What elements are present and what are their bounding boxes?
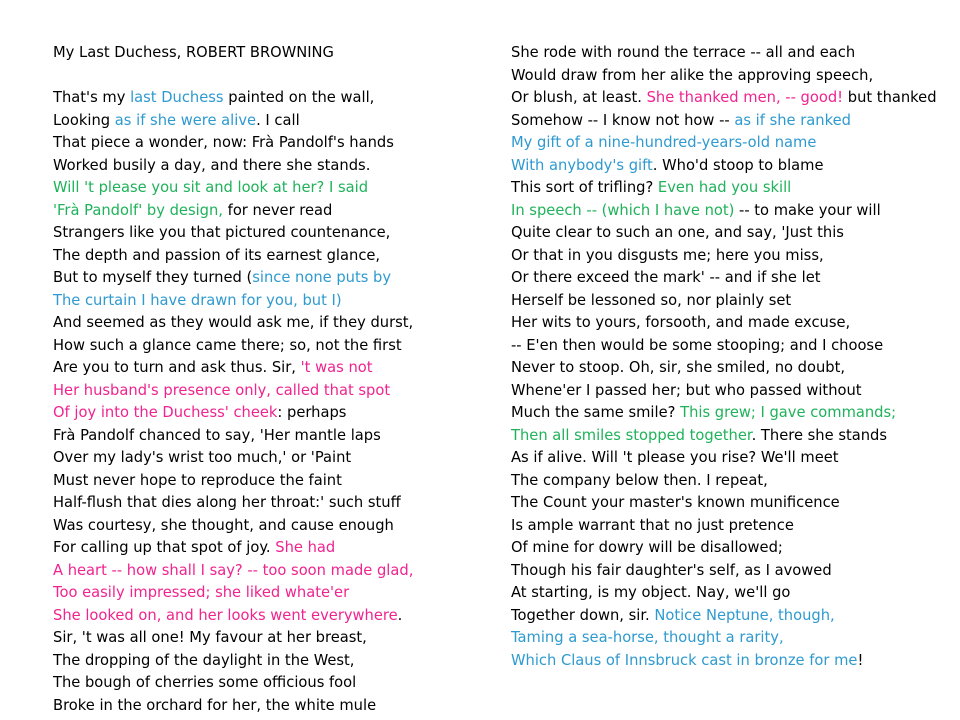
stanza-gap	[53, 65, 413, 88]
poem-line	[53, 335, 413, 358]
line-segment: !	[857, 651, 864, 669]
line-segment: But to myself they turned (	[53, 269, 253, 286]
line-segment: Too easily impressed; she liked whate'er	[53, 584, 350, 601]
line-segment: Are you to turn and ask thus. Sir,	[53, 359, 301, 376]
line-segment: -- to make your will	[734, 201, 881, 219]
poem-line	[511, 537, 937, 560]
line-segment: 't was not	[300, 359, 373, 376]
line-segment: Quite clear to such an one, and say, 'Just this	[511, 224, 844, 241]
line-segment: Or that in you disgusts me; here you miss,	[511, 246, 824, 264]
poem-line	[53, 177, 413, 200]
line-segment: as if she were alive	[114, 111, 257, 129]
poem-line	[511, 650, 937, 673]
poem-line	[53, 492, 413, 515]
line-segment: Or blush, at least.	[511, 89, 647, 106]
poem-line	[53, 380, 413, 403]
poem-left-column	[53, 42, 413, 717]
poem-line	[53, 110, 413, 133]
line-segment: Over my lady's wrist too much,' or 'Paint	[53, 449, 352, 466]
poem-line	[53, 357, 413, 380]
poem-line	[511, 605, 937, 628]
poem-line	[511, 470, 937, 493]
poem-line	[511, 627, 937, 650]
poem-line	[511, 245, 937, 268]
line-segment: Taming a sea-horse, thought a rarity,	[511, 629, 784, 646]
line-segment: Looking	[53, 111, 115, 129]
poem-line	[53, 627, 413, 650]
line-segment: last Duchess	[130, 89, 224, 106]
line-segment: As if alive. Will 't please you rise? We'll meet	[511, 449, 839, 466]
line-segment: Must never hope to reproduce the faint	[53, 471, 342, 489]
line-segment: The depth and passion of its earnest glance,	[53, 246, 381, 264]
line-segment: but thanked	[843, 89, 937, 106]
poem-line	[511, 222, 937, 245]
line-segment: The dropping of the daylight in the West,	[53, 651, 355, 669]
poem-line	[511, 582, 937, 605]
line-segment: In speech -- (which I have not)	[511, 201, 735, 219]
poem-line	[53, 582, 413, 605]
line-segment: That piece a wonder, now: Frà Pandolf's hands	[53, 134, 394, 151]
left-lines	[53, 87, 413, 717]
poem-line	[53, 537, 413, 560]
line-segment: Broke in the orchard for her, the white mule	[53, 696, 377, 714]
poem-line	[511, 335, 937, 358]
poem-line	[511, 425, 937, 448]
line-segment: as if she ranked	[734, 111, 851, 129]
line-segment: -- E'en then would be some stooping; and I choose	[511, 336, 884, 354]
line-segment: Her wits to yours, forsooth, and made excuse,	[511, 314, 851, 331]
poem-line	[511, 515, 937, 538]
line-segment: painted on the wall,	[223, 89, 375, 106]
line-segment: Then all smiles stopped together	[511, 426, 752, 444]
poem-line	[53, 447, 413, 470]
poem-line	[53, 425, 413, 448]
line-segment: Would draw from her alike the approving speech,	[511, 66, 874, 84]
poem-line	[511, 87, 937, 110]
poem-line	[511, 380, 937, 403]
poem-line	[53, 402, 413, 425]
line-segment: Her husband's presence only, called that spot	[53, 381, 391, 399]
poem-line	[511, 132, 937, 155]
line-segment: She rode with round the terrace -- all and each	[511, 44, 856, 61]
poem-line	[53, 267, 413, 290]
line-segment: The company below then. I repeat,	[511, 471, 768, 489]
poem-line	[511, 110, 937, 133]
poem-line	[53, 605, 413, 628]
line-segment: The bough of cherries some officious fool	[53, 674, 357, 691]
line-segment: Whene'er I passed her; but who passed without	[511, 381, 862, 399]
line-segment: The Count your master's known munificence	[511, 494, 840, 511]
line-segment: Herself be lessoned so, nor plainly set	[511, 291, 792, 309]
line-segment: Or there exceed the mark' -- and if she let	[511, 269, 821, 286]
line-segment: Strangers like you that pictured countenance,	[53, 224, 391, 241]
line-segment: Of mine for dowry will be disallowed;	[511, 539, 783, 556]
line-segment: Much the same smile?	[511, 404, 681, 421]
poem-line	[53, 560, 413, 583]
line-segment: Never to stoop. Oh, sir, she smiled, no doubt,	[511, 359, 846, 376]
line-segment: Sir, 't was all one! My favour at her breast,	[53, 629, 367, 646]
poem-line	[511, 177, 937, 200]
line-segment: And seemed as they would ask me, if they durst,	[53, 314, 414, 331]
line-segment: This grew; I gave commands;	[680, 404, 897, 421]
poem-line	[53, 470, 413, 493]
line-segment: For calling up that spot of joy.	[53, 539, 276, 556]
poem-line	[53, 200, 413, 223]
line-segment: She thanked men, -- good!	[646, 89, 844, 106]
poem-right-column	[511, 42, 937, 672]
line-segment: Though his fair daughter's self, as I avowed	[511, 561, 832, 579]
line-segment: This sort of trifling?	[511, 179, 658, 196]
poem-line	[511, 402, 937, 425]
poem-line	[511, 155, 937, 178]
line-segment: Is ample warrant that no just pretence	[511, 516, 794, 534]
poem-line	[511, 357, 937, 380]
poem-line	[53, 222, 413, 245]
poem-line	[511, 200, 937, 223]
line-segment: . There she stands	[751, 426, 888, 444]
line-segment: Together down, sir.	[511, 606, 655, 624]
poem-line	[53, 672, 413, 695]
line-segment: . I call	[256, 111, 300, 129]
line-segment: Frà Pandolf chanced to say, 'Her mantle laps	[53, 426, 381, 444]
line-segment: .	[397, 606, 403, 624]
poem-line	[511, 312, 937, 335]
line-segment: for never read	[222, 201, 333, 219]
poem-line	[53, 290, 413, 313]
line-segment: Even had you skill	[657, 179, 792, 196]
line-segment: Will 't please you sit and look at her? I said	[53, 179, 369, 196]
line-segment: She looked on, and her looks went everywhere	[53, 606, 398, 624]
line-segment: At starting, is my object. Nay, we'll go	[511, 584, 791, 601]
line-segment: Half-flush that dies along her throat:' such stuff	[53, 494, 401, 511]
poem-line	[53, 245, 413, 268]
line-segment: Was courtesy, she thought, and cause enough	[53, 516, 394, 534]
line-segment: Which Claus of Innsbruck cast in bronze for me	[511, 651, 858, 669]
poem-line	[53, 650, 413, 673]
poem-title: My Last Duchess, ROBERT BROWNING	[53, 44, 334, 61]
line-segment: Of joy into the Duchess' cheek	[53, 404, 278, 421]
line-segment: Notice Neptune, though,	[654, 606, 835, 624]
poem-line	[511, 267, 937, 290]
line-segment: since none puts by	[252, 269, 392, 286]
poem-line	[53, 132, 413, 155]
poem-line	[511, 447, 937, 470]
line-segment: How such a glance came there; so, not the first	[53, 336, 402, 354]
poem-line	[511, 290, 937, 313]
poem-line	[53, 695, 413, 718]
right-lines	[511, 42, 937, 672]
line-segment: Worked busily a day, and there she stands.	[53, 156, 371, 174]
poem-line	[511, 560, 937, 583]
line-segment: The curtain I have drawn for you, but I)	[53, 291, 342, 309]
line-segment: 'Frà Pandolf' by design,	[53, 201, 223, 219]
line-segment: . Who'd stoop to blame	[652, 156, 824, 174]
poem-line	[53, 515, 413, 538]
line-segment: With anybody's gift	[511, 156, 653, 174]
poem-line	[511, 492, 937, 515]
poem-line	[511, 42, 937, 65]
line-segment: She had	[275, 539, 336, 556]
line-segment: Somehow -- I know not how --	[511, 111, 735, 129]
poem-line	[53, 312, 413, 335]
line-segment: My gift of a nine-hundred-years-old name	[511, 134, 817, 151]
line-segment: : perhaps	[277, 404, 347, 421]
poem-line	[511, 65, 937, 88]
poem-line	[53, 155, 413, 178]
line-segment: That's my	[53, 89, 131, 106]
line-segment: A heart -- how shall I say? -- too soon made glad,	[53, 561, 414, 579]
poem-line	[53, 87, 413, 110]
